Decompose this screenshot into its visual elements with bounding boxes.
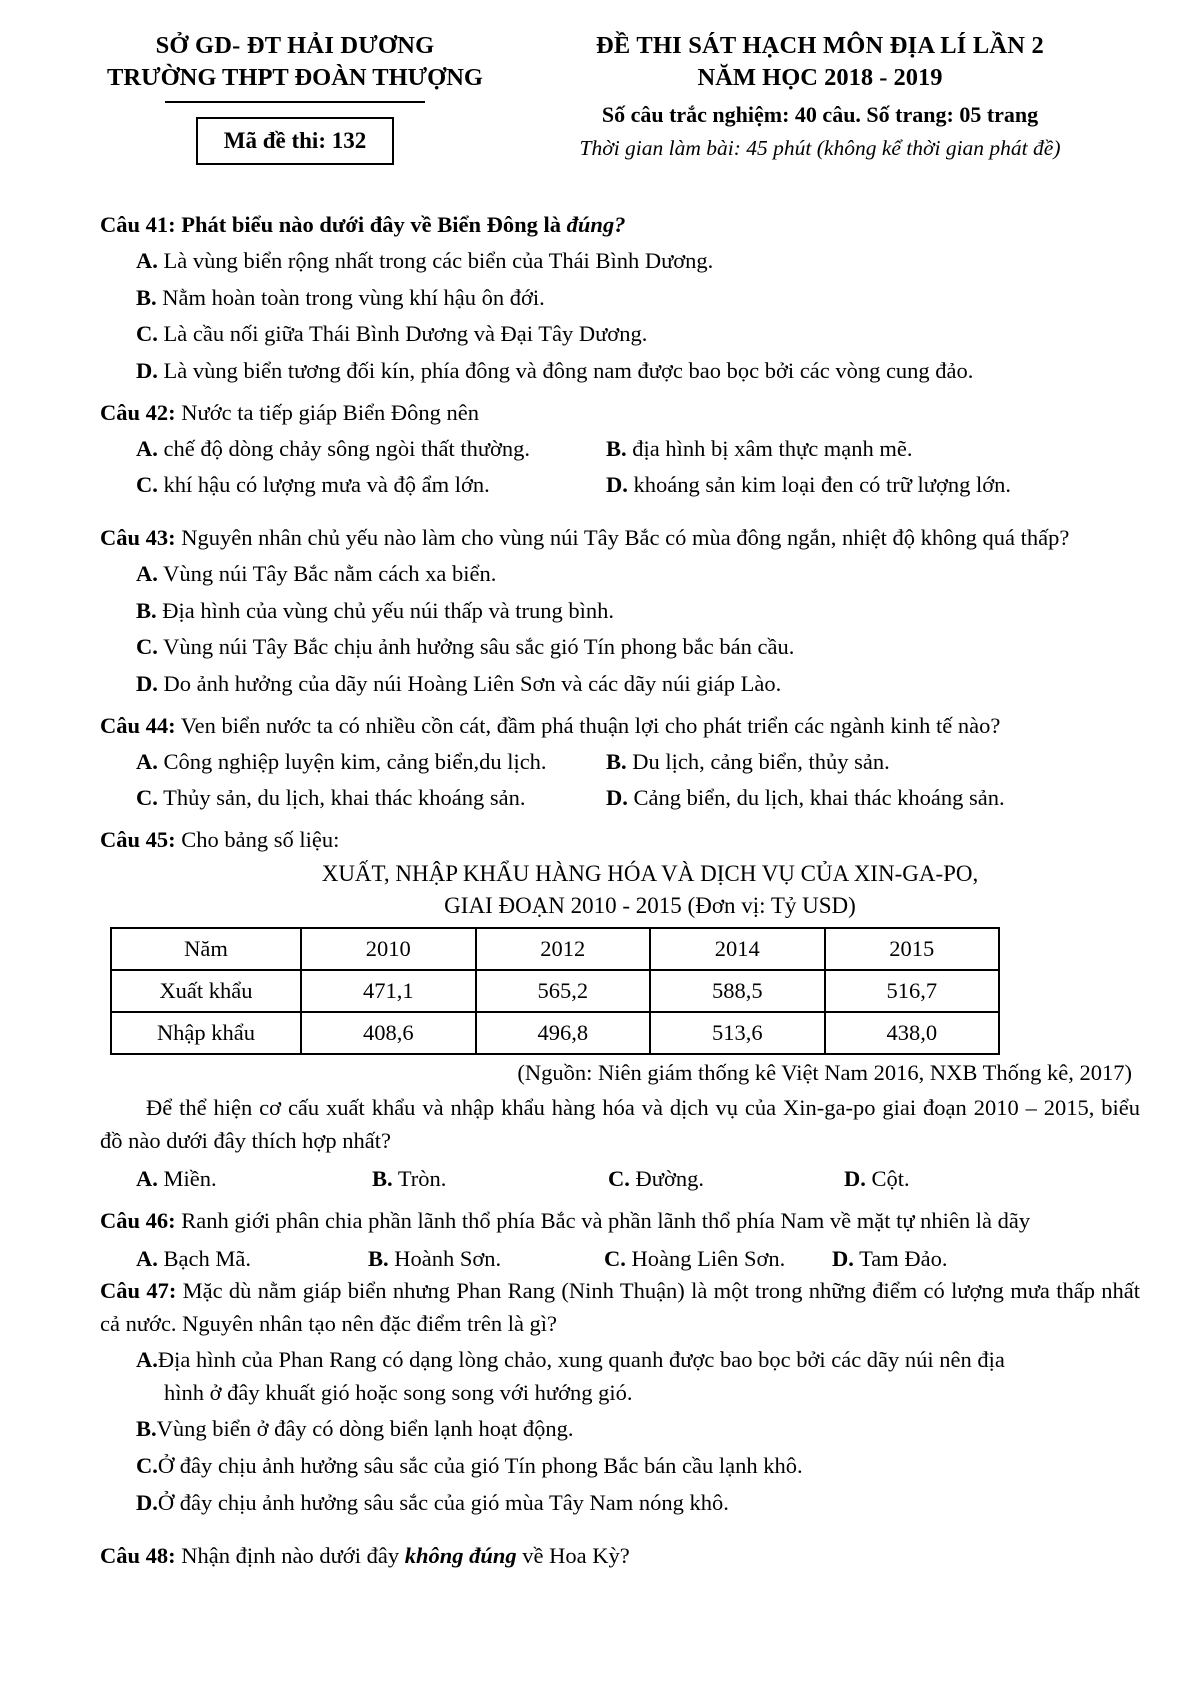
question-47-option-c: [100, 1450, 1140, 1483]
option-letter-d: D.: [832, 1245, 854, 1271]
option-letter-d: D.: [136, 1489, 158, 1515]
question-46-label: Câu 46:: [100, 1207, 176, 1233]
option-letter-a: A.: [136, 561, 158, 587]
option-text-a-continued: hình ở đây khuất gió hoặc song song với hướng gió.: [164, 1379, 633, 1405]
option-text-b: Hoành Sơn.: [394, 1245, 502, 1271]
question-42-stem: [100, 397, 1140, 429]
option-letter-b: B.: [136, 284, 157, 310]
question-43-stem: [100, 522, 1140, 554]
option-letter-d: D.: [136, 671, 158, 697]
table-title-line-2: GIAI ĐOẠN 2010 - 2015 (Đơn vị: Tỷ USD): [444, 892, 856, 918]
option-text-b: Nằm hoàn toàn trong vùng khí hậu ôn đới.: [162, 284, 545, 310]
question-43-option-d: [100, 668, 1140, 701]
option-text-a: chế độ dòng chảy sông ngòi thất thường.: [163, 435, 531, 461]
option-letter-c: C.: [136, 472, 158, 498]
option-text-c: Là cầu nối giữa Thái Bình Dương và Đại Tây Dương.: [163, 321, 648, 347]
question-48-emphasis: không đúng: [404, 1543, 517, 1569]
table-row: [111, 1012, 999, 1054]
option-text-c: Hoàng Liên Sơn.: [631, 1245, 786, 1271]
question-45-option-d: [844, 1163, 1080, 1196]
question-42-option-b: [606, 433, 913, 466]
option-letter-b: B.: [606, 435, 627, 461]
question-45-option-c: [608, 1163, 844, 1196]
row-label-export: Xuất khẩu: [111, 970, 301, 1012]
question-45-text: Cho bảng số liệu:: [181, 826, 340, 852]
question-42-options-row-1: [100, 433, 1140, 466]
option-letter-a: A.: [136, 435, 158, 461]
cell-export-2012: 565,2: [476, 970, 651, 1012]
option-text-d: Do ảnh hưởng của dãy núi Hoàng Liên Sơn và các dãy núi giáp Lào.: [163, 671, 782, 697]
option-text-a: Công nghiệp luyện kim, cảng biển,du lịch.: [163, 748, 547, 774]
table-col-header-2012: 2012: [476, 928, 651, 970]
table-header-row: [111, 928, 999, 970]
question-42-text: Nước ta tiếp giáp Biển Đông nên: [181, 399, 480, 425]
question-45-option-a: [136, 1163, 372, 1196]
table-row-header: Năm: [111, 928, 301, 970]
option-text-d: Cảng biển, du lịch, khai thác khoáng sản.: [633, 785, 1005, 811]
question-41-option-d: [100, 355, 1140, 388]
option-text-d: Là vùng biển tương đối kín, phía đông và đông nam được bao bọc bởi các vòng cung đảo.: [163, 357, 974, 383]
question-45-stem: [100, 824, 1140, 856]
option-text-a: Miền.: [163, 1166, 217, 1192]
school-name: TRƯỜNG THPT ĐOÀN THƯỢNG: [107, 64, 483, 92]
question-44-options-row-1: [100, 746, 1140, 779]
question-46-text: Ranh giới phân chia phần lãnh thổ phía Bắc và phần lãnh thổ phía Nam về mặt tự nhiên là dãy: [181, 1207, 1031, 1233]
cell-import-2012: 496,8: [476, 1012, 651, 1054]
table-title-line-1: XUẤT, NHẬP KHẨU HÀNG HÓA VÀ DỊCH VỤ CỦA XIN-GA-PO,: [321, 860, 979, 886]
option-text-c: Thủy sản, du lịch, khai thác khoáng sản.: [163, 785, 526, 811]
time-allowance-note: Thời gian làm bài: 45 phút (không kể thời gian phát đề): [579, 135, 1061, 160]
option-letter-a: A.: [136, 1245, 158, 1271]
option-text-b: Du lịch, cảng biển, thủy sản.: [632, 748, 890, 774]
option-letter-c: C.: [136, 1452, 158, 1478]
question-43-option-b: [100, 595, 1140, 628]
question-44-option-b: [606, 746, 890, 779]
question-48-label: Câu 48:: [100, 1543, 176, 1569]
header-divider: [165, 101, 425, 104]
table-row: [111, 970, 999, 1012]
option-letter-a: A.: [136, 1347, 158, 1373]
question-43-option-c: [100, 631, 1140, 664]
option-text-d: Tam Đảo.: [859, 1245, 948, 1271]
option-text-c: Vùng núi Tây Bắc chịu ảnh hưởng sâu sắc gió Tín phong bắc bán cầu.: [163, 634, 795, 660]
option-text-d: Cột.: [871, 1166, 910, 1192]
question-47-text: Mặc dù nằm giáp biển nhưng Phan Rang (Ninh Thuận) là một trong những điểm có lượng mưa thấp nhất cả nước. Nguyên nhân tạo nên đặc điểm trên là gì?: [100, 1278, 1140, 1336]
option-letter-d: D.: [606, 472, 628, 498]
question-44-option-d: [606, 782, 1005, 815]
option-text-b: Vùng biển ở đây có dòng biển lạnh hoạt động.: [156, 1416, 574, 1442]
header-left-block: [80, 26, 510, 165]
question-47-option-d: [100, 1487, 1140, 1520]
department-name: SỞ GD- ĐT HẢI DƯƠNG: [155, 32, 435, 59]
option-letter-b: B.: [606, 748, 627, 774]
option-letter-b: B.: [368, 1245, 389, 1271]
option-letter-d: D.: [136, 357, 158, 383]
exam-title: ĐỀ THI SÁT HẠCH MÔN ĐỊA LÍ LẦN 2: [596, 32, 1044, 59]
option-text-c: khí hậu có lượng mưa và độ ẩm lớn.: [163, 472, 490, 498]
table-source-note: (Nguồn: Niên giám thống kê Việt Nam 2016, NXB Thống kê, 2017): [517, 1060, 1132, 1086]
question-45-options-row: [100, 1163, 1140, 1196]
cell-import-2014: 513,6: [650, 1012, 825, 1054]
document-header: [0, 0, 1200, 165]
option-text-a: Là vùng biển rộng nhất trong các biển của Thái Bình Dương.: [163, 248, 714, 274]
question-48-stem: [100, 1540, 1140, 1572]
question-42-label: Câu 42:: [100, 399, 176, 425]
option-letter-c: C.: [608, 1166, 630, 1192]
option-letter-d: D.: [606, 785, 628, 811]
question-44-options-row-2: [100, 782, 1140, 815]
question-43-label: Câu 43:: [100, 524, 176, 550]
question-45-followup: Để thể hiện cơ cấu xuất khẩu và nhập khẩu hàng hóa và dịch vụ của Xin-ga-po giai đoạn 2010 – 2015, biểu đồ nào dưới đây thích hợp nhất?: [100, 1095, 1140, 1153]
question-47-stem: [100, 1275, 1140, 1340]
cell-export-2010: 471,1: [301, 970, 476, 1012]
cell-import-2010: 408,6: [301, 1012, 476, 1054]
option-text-b: địa hình bị xâm thực mạnh mẽ.: [632, 435, 913, 461]
question-44-option-a: [136, 746, 606, 779]
question-41-label: Câu 41:: [100, 212, 176, 238]
question-44-option-c: [136, 782, 606, 815]
option-letter-c: C.: [136, 785, 158, 811]
option-letter-a: A.: [136, 748, 158, 774]
question-44-text: Ven biển nước ta có nhiều cồn cát, đầm phá thuận lợi cho phát triển các ngành kinh tế nào?: [180, 712, 1001, 738]
option-text-a: Vùng núi Tây Bắc nằm cách xa biển.: [163, 561, 497, 587]
option-letter-a: A.: [136, 1166, 158, 1192]
questions-container: [0, 209, 1200, 1572]
option-text-d: Ở đây chịu ảnh hưởng sâu sắc của gió mùa Tây Nam nóng khô.: [157, 1489, 729, 1515]
cell-export-2014: 588,5: [650, 970, 825, 1012]
option-letter-b: B.: [136, 597, 157, 623]
import-export-table: [110, 927, 1000, 1055]
question-count-info: Số câu trắc nghiệm: 40 câu. Số trang: 05 trang: [601, 101, 1039, 127]
option-letter-c: C.: [136, 634, 158, 660]
question-41-option-a: [100, 245, 1140, 278]
question-46-option-b: [368, 1243, 604, 1276]
exam-code-box: Mã đề thi: 132: [196, 117, 394, 165]
school-year: NĂM HỌC 2018 - 2019: [697, 64, 943, 92]
cell-export-2015: 516,7: [825, 970, 1000, 1012]
question-42-option-c: [136, 469, 606, 502]
option-text-a: Bạch Mã.: [163, 1245, 251, 1271]
option-letter-a: A.: [136, 248, 158, 274]
question-46-stem: [100, 1205, 1140, 1237]
option-text-b: Địa hình của vùng chủ yếu núi thấp và trung bình.: [162, 597, 615, 623]
option-text-c: Ở đây chịu ảnh hưởng sâu sắc của gió Tín phong Bắc bán cầu lạnh khô.: [157, 1452, 803, 1478]
option-letter-b: B.: [136, 1416, 157, 1442]
question-41-emphasis: đúng?: [566, 212, 626, 238]
question-47-option-b: [100, 1413, 1140, 1446]
question-47-option-a: [100, 1344, 1140, 1409]
question-41-option-c: [100, 318, 1140, 351]
spacer: [100, 1519, 1140, 1531]
question-48-text-post: về Hoa Kỳ?: [516, 1543, 630, 1569]
question-44-stem: [100, 710, 1140, 742]
question-45-label: Câu 45:: [100, 826, 176, 852]
option-letter-c: C.: [604, 1245, 626, 1271]
option-letter-d: D.: [844, 1166, 866, 1192]
option-text-c: Đường.: [635, 1166, 704, 1192]
question-41-stem: [100, 209, 1140, 241]
question-41-option-b: [100, 282, 1140, 315]
row-label-import: Nhập khẩu: [111, 1012, 301, 1054]
option-letter-c: C.: [136, 321, 158, 347]
header-right-block: [510, 26, 1130, 161]
spacer: [100, 502, 1140, 522]
question-42-options-row-2: [100, 469, 1140, 502]
question-46-option-a: [136, 1243, 368, 1276]
question-44-label: Câu 44:: [100, 712, 176, 738]
cell-import-2015: 438,0: [825, 1012, 1000, 1054]
option-text-b: Tròn.: [397, 1166, 447, 1192]
question-42-option-d: [606, 469, 1011, 502]
question-43-option-a: [100, 558, 1140, 591]
question-41-text: Phát biểu nào dưới đây về Biển Đông là: [181, 212, 567, 238]
question-46-options-row: [100, 1243, 1140, 1276]
option-text-a: Địa hình của Phan Rang có dạng lòng chảo, xung quanh được bao bọc bởi các dãy núi nên địa: [157, 1347, 1005, 1373]
question-47-label: Câu 47:: [100, 1278, 177, 1304]
question-46-option-d: [832, 1243, 948, 1276]
table-col-header-2015: 2015: [825, 928, 1000, 970]
option-letter-b: B.: [372, 1166, 393, 1192]
table-col-header-2010: 2010: [301, 928, 476, 970]
question-48-text-pre: Nhận định nào dưới đây: [181, 1543, 405, 1569]
question-46-option-c: [604, 1243, 832, 1276]
question-45-option-b: [372, 1163, 608, 1196]
question-43-text: Nguyên nhân chủ yếu nào làm cho vùng núi Tây Bắc có mùa đông ngắn, nhiệt độ không quá thấp?: [181, 524, 1070, 550]
option-text-d: khoáng sản kim loại đen có trữ lượng lớn.: [633, 472, 1012, 498]
question-42-option-a: [136, 433, 606, 466]
table-col-header-2014: 2014: [650, 928, 825, 970]
